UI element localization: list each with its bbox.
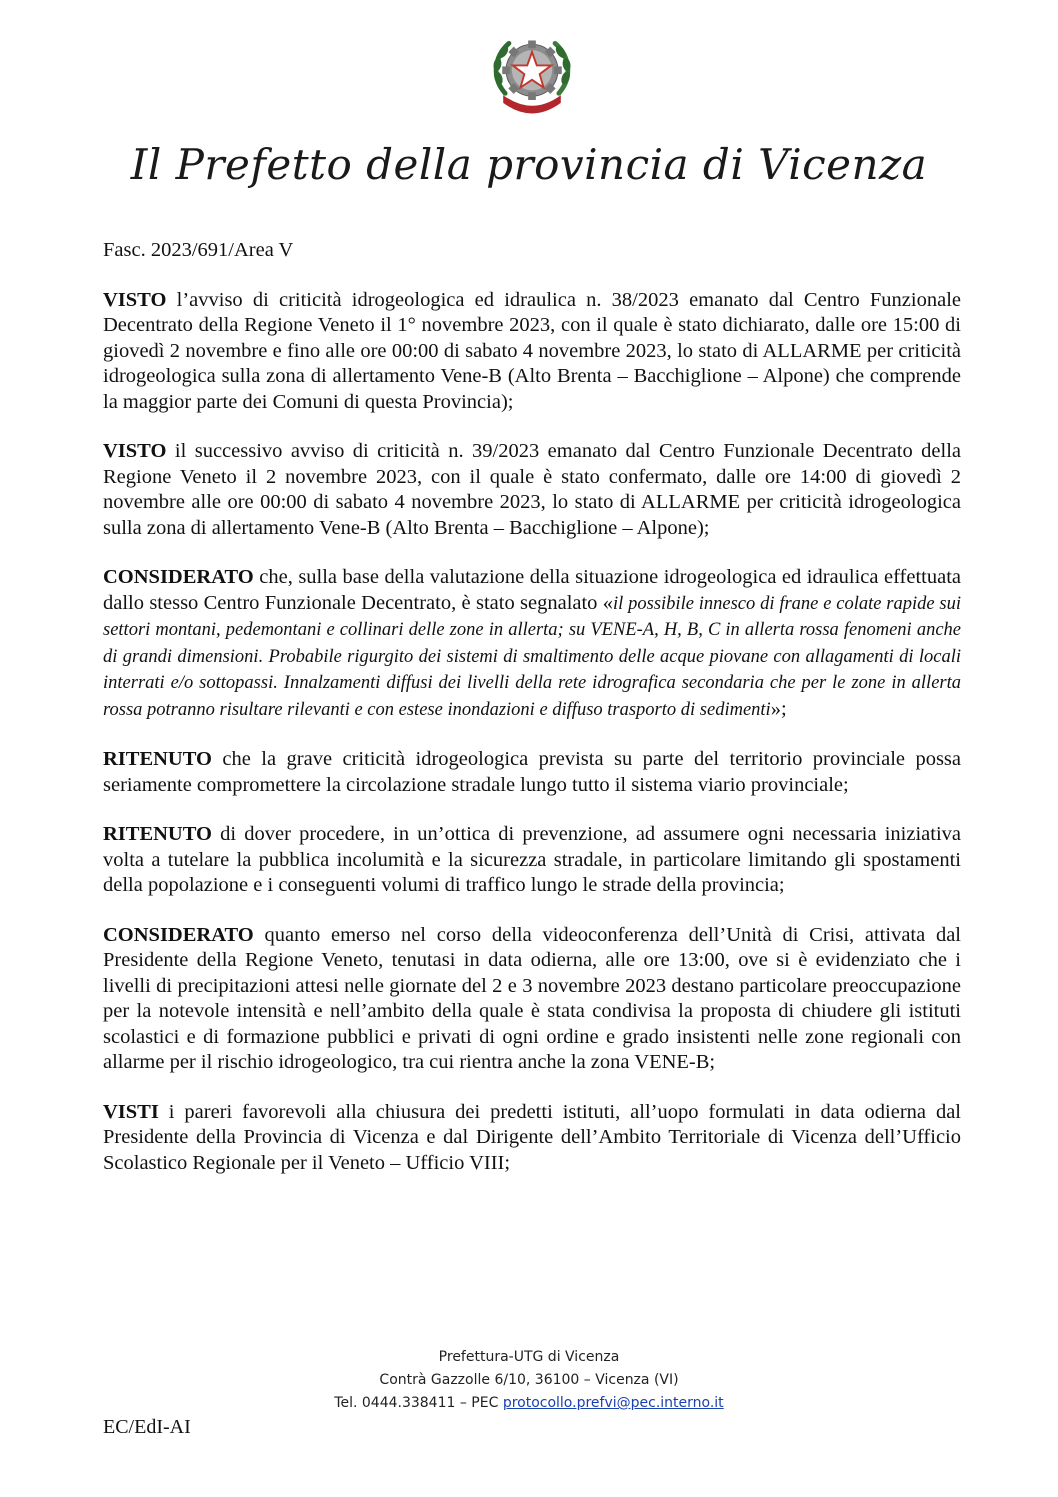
document-heading: Il Prefetto della provincia di Vicenza xyxy=(130,140,928,189)
paragraph-ritenuto-1 xyxy=(103,747,961,798)
footer-office: Prefettura-UTG di Vicenza xyxy=(438,1349,620,1365)
pec-email-link[interactable]: protocollo.prefvi@pec.interno.it xyxy=(502,1395,724,1411)
document-initials: EC/EdI-AI xyxy=(103,1416,191,1438)
paragraph-text: di dover procedere, in un’ottica di prevenzione, ad assumere ogni necessaria iniziativa volta a tutelare la pubblica incolumità e la sicurezza stradale, in particolare limitando gli spostamenti della popolazione e i conseguenti volumi di traffico lungo le strade della provincia; xyxy=(103,823,961,896)
paragraph-keyword: RITENUTO xyxy=(103,823,212,845)
paragraph-keyword: VISTO xyxy=(103,288,167,311)
paragraph-text: quanto emerso nel corso della videoconferenza dell’Unità di Crisi, attivata dal Presidente della Regione Veneto, tenutasi in data odierna, alle ore 13:00, ove si è evidenziato che i livelli di precipitazioni attesi nelle giornate del 2 e 3 novembre 2023 destano particolare preoccupazione per la notevole intensità e nell’ambito della quale è stata condivisa la proposta di chiudere gli istituti scolastici e di formazione pubblici e privati di ogni ordine e grado insistenti nelle zone regionali con allarme per il rischio idrogeologico, tra cui rientra anche la zona VENE-B; xyxy=(103,923,961,1073)
paragraph-keyword: VISTI xyxy=(103,1100,159,1123)
paragraph-keyword: CONSIDERATO xyxy=(103,923,254,946)
paragraph-considerato-2 xyxy=(103,923,961,1076)
paragraph-text: l’avviso di criticità idrogeologica ed idraulica n. 38/2023 emanato dal Centro Funzionale Decentrato della Regione Veneto il 1° novembre 2023, con il quale è stato dichiarato, dalle ore 15:00 di giovedì 2 novembre e fino alle ore 00:00 di sabato 4 novembre 2023, lo stato di ALLARME per criticità idrogeologica sulla zona di allertamento Vene-B (Alto Brenta – Bacchiglione – Alpone) che comprende la maggior parte dei Comuni di questa Provincia); xyxy=(103,288,961,413)
document-body xyxy=(103,238,961,1200)
paragraph-visto-1 xyxy=(103,288,961,416)
emblem-graphic xyxy=(484,28,580,124)
paragraph-considerato-1 xyxy=(103,565,961,723)
paragraph-keyword: VISTO xyxy=(103,440,167,462)
paragraph-text: che la grave criticità idrogeologica prevista su parte del territorio provinciale possa seriamente compromettere la circolazione stradale lungo tutto il sistema viario provinciale; xyxy=(103,748,961,796)
paragraph-keyword: RITENUTO xyxy=(103,748,212,770)
paragraph-text: i pareri favorevoli alla chiusura dei predetti istituti, all’uopo formulati in data odierna dal Presidente della Provincia di Vicenza e dal Dirigente dell’Ambito Territoriale di Vicenza dell’Ufficio Scolastico Regionale per il Veneto – Ufficio VIII; xyxy=(103,1100,961,1174)
paragraph-keyword: CONSIDERATO xyxy=(103,566,254,588)
footer-address: Contrà Gazzolle 6/10, 36100 – Vicenza (VI) xyxy=(379,1372,679,1388)
footer-contacts xyxy=(0,1392,1058,1415)
paragraph-tail: »; xyxy=(770,697,787,720)
italian-republic-emblem-icon xyxy=(484,28,580,124)
file-reference: Fasc. 2023/691/Area V xyxy=(103,239,294,261)
paragraph-ritenuto-2 xyxy=(103,822,961,899)
quoted-warning: il possibile innesco di frane e colate rapide sui settori montani, pedemontani e collinari delle zone in allerta; su VENE-A, H, B, C in allerta rossa fenomeni anche di grandi dimensioni. Probabile rigurgito dei sistemi di smaltimento delle acque piovane con allagamenti di locali interrati e/o sottopassi. Innalzamenti diffusi dei livelli della rete idrografica secondaria che per le zone in allerta rossa potranno risultare rilevanti e con estese inondazioni e diffuso trasporto di sedimenti xyxy=(103,593,961,720)
paragraph-visti xyxy=(103,1100,961,1177)
letterhead-footer xyxy=(0,1346,1058,1415)
footer-phone: Tel. 0444.338411 – PEC xyxy=(334,1395,503,1411)
paragraph-text: che, sulla base della valutazione della situazione idrogeologica ed idraulica effettuata dallo stesso Centro Funzionale Decentrato, è stato segnalato « xyxy=(103,566,961,614)
paragraph-visto-2 xyxy=(103,439,961,541)
paragraph-text: il successivo avviso di criticità n. 39/2023 emanato dal Centro Funzionale Decentrato della Regione Veneto il 2 novembre 2023, con il quale è stato confermato, dalle ore 14:00 di giovedì 2 novembre alle ore 00:00 di sabato 4 novembre 2023, lo stato di ALLARME per criticità idrogeologica sulla zona di allertamento Vene-B (Alto Brenta – Bacchiglione – Alpone); xyxy=(103,440,961,539)
